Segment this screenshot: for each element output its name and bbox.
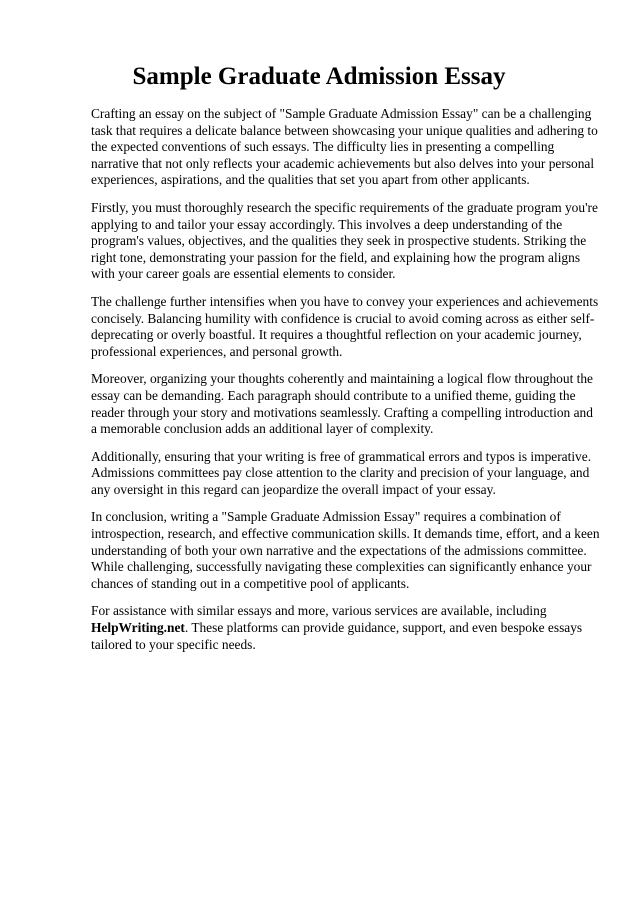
- paragraph-intro: Crafting an essay on the subject of "Sample Graduate Admission Essay" can be a challenging task that requires a delicate balance between showcasing your unique qualities and adhering to the expected conventions of such essays. The difficulty lies in presenting a compelling narrative that not only reflects your academic achievements but also delves into your personal experiences, aspirations, and the qualities that set you apart from other applicants.: [91, 106, 598, 188]
- paragraph-organization: Moreover, organizing your thoughts coherently and maintaining a logical flow throughout the essay can be demanding. Each paragraph should contribute to a unified theme, guiding the reader through your story and motivations seamlessly. Crafting a compelling introduction and a memorable conclusion adds an additional layer of complexity.: [91, 371, 593, 437]
- paragraph-concise: The challenge further intensifies when you have to convey your experiences and achievements concisely. Balancing humility with confidence is crucial to avoid coming across as either self-deprecating or overly boastful. It requires a thoughtful reflection on your academic journey, professional experiences, and personal growth.: [91, 293, 599, 359]
- closing-outro-text: . These platforms can provide guidance, support, and even bespoke essays tailored to your specific needs.: [91, 620, 583, 652]
- document-title: Sample Graduate Admission Essay: [132, 63, 506, 90]
- paragraph-grammar: Additionally, ensuring that your writing is free of grammatical errors and typos is imperative. Admissions committees pay close attention to the clarity and precision of your language, and any oversight in this regard can jeopardize the overall impact of your essay.: [91, 448, 592, 497]
- paragraph-closing: [91, 603, 601, 653]
- document-body: [91, 106, 601, 664]
- paragraph-research: Firstly, you must thoroughly research the specific requirements of the graduate program you're applying to and tailor your essay accordingly. This involves a deep understanding of the program's values, objectives, and the qualities they seek in prospective students. Striking the right tone, demonstrating your passion for the field, and explaining how the program aligns with your career goals are essential elements to consider.: [91, 199, 598, 282]
- closing-intro-text: For assistance with similar essays and more, various services are available, including: [91, 603, 547, 619]
- paragraph-conclusion: In conclusion, writing a "Sample Graduate Admission Essay" requires a combination of introspection, research, and effective communication skills. It demands time, effort, and a keen understanding of both your own narrative and the expectations of the admissions committee. While challenging, successfully navigating these complexities can significantly enhance your chances of standing out in a competitive pool of applicants.: [91, 509, 600, 591]
- brand-link[interactable]: HelpWriting.net: [91, 620, 185, 636]
